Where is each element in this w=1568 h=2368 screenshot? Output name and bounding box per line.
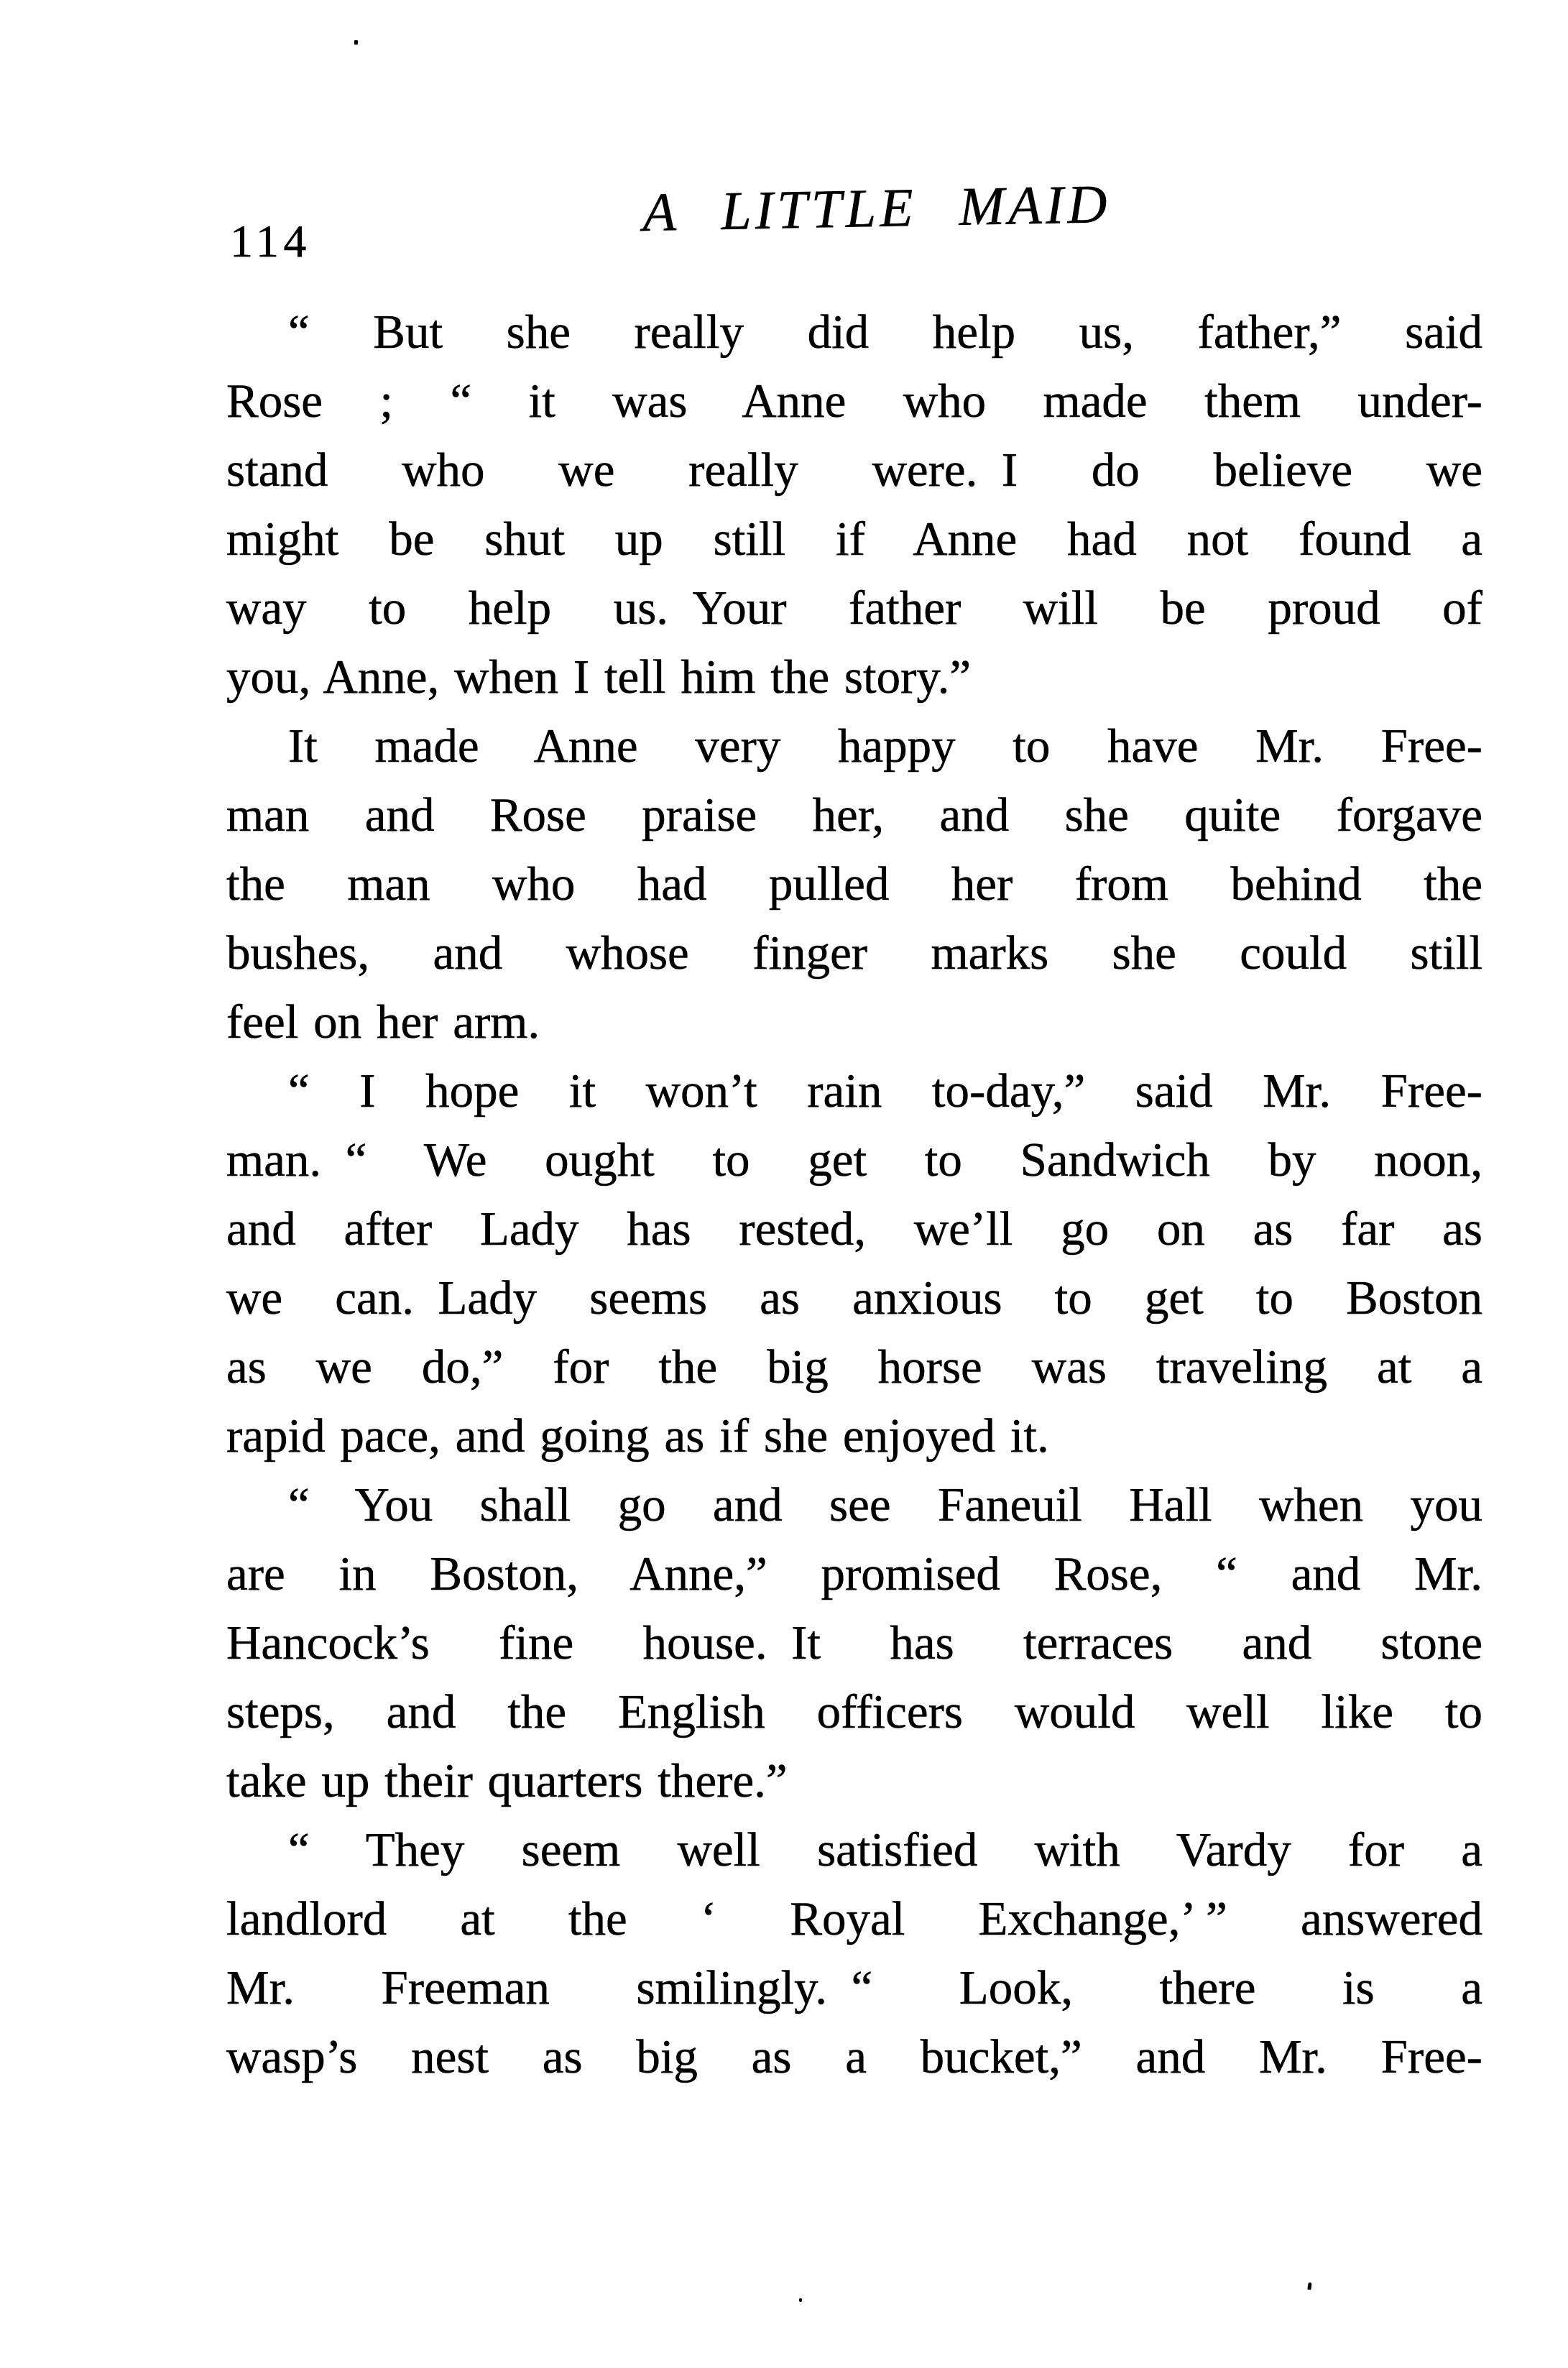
- text-line: the man who had pulled her from behind the: [226, 857, 1482, 911]
- running-title: A LITTLE MAID: [642, 174, 1112, 243]
- scan-speck: [1307, 2282, 1311, 2290]
- text-line: Rose ; “ it was Anne who made them under-: [226, 374, 1482, 428]
- text-line: take up their quarters there.”: [226, 1754, 788, 1807]
- text-line: stand who we really were. I do believe we: [226, 443, 1482, 497]
- text-line: might be shut up still if Anne had not found a: [226, 512, 1482, 566]
- text-line: way to help us. Your father will be proud of: [226, 581, 1482, 635]
- text-line: landlord at the ‘ Royal Exchange,’ ” answered: [226, 1892, 1482, 1945]
- text-line: “ They seem well satisfied with Vardy for a: [288, 1823, 1482, 1876]
- text-line: steps, and the English officers would well like to: [226, 1685, 1482, 1738]
- scan-speck: [799, 2298, 802, 2302]
- text-line: we can. Lady seems as anxious to get to Boston: [226, 1271, 1482, 1324]
- page-text: [226, 298, 1482, 2091]
- text-line: man and Rose praise her, and she quite forgave: [226, 788, 1482, 842]
- page-number: 114: [230, 216, 311, 267]
- text-line: Mr. Freeman smilingly. “ Look, there is a: [226, 1961, 1482, 2014]
- text-line: rapid pace, and going as if she enjoyed it.: [226, 1409, 1049, 1462]
- text-line: bushes, and whose finger marks she could still: [226, 926, 1482, 980]
- text-line: It made Anne very happy to have Mr. Free-: [288, 719, 1482, 773]
- scan-speck: [354, 40, 358, 45]
- text-line: you, Anne, when I tell him the story.”: [226, 650, 972, 704]
- text-line: man. “ We ought to get to Sandwich by noon,: [226, 1133, 1482, 1187]
- text-line: are in Boston, Anne,” promised Rose, “ and Mr.: [226, 1547, 1482, 1600]
- text-line: Hancock’s fine house. It has terraces and stone: [226, 1616, 1482, 1669]
- text-line: “ But she really did help us, father,” said: [288, 305, 1482, 359]
- text-line: “ I hope it won’t rain to-day,” said Mr. Free-: [288, 1064, 1482, 1118]
- text-line: “ You shall go and see Faneuil Hall when you: [288, 1478, 1482, 1531]
- text-line: wasp’s nest as big as a bucket,” and Mr. Free-: [226, 2030, 1482, 2083]
- text-line: and after Lady has rested, we’ll go on as far as: [226, 1202, 1482, 1256]
- text-line: as we do,” for the big horse was traveling at a: [226, 1340, 1482, 1393]
- text-line: feel on her arm.: [226, 995, 540, 1049]
